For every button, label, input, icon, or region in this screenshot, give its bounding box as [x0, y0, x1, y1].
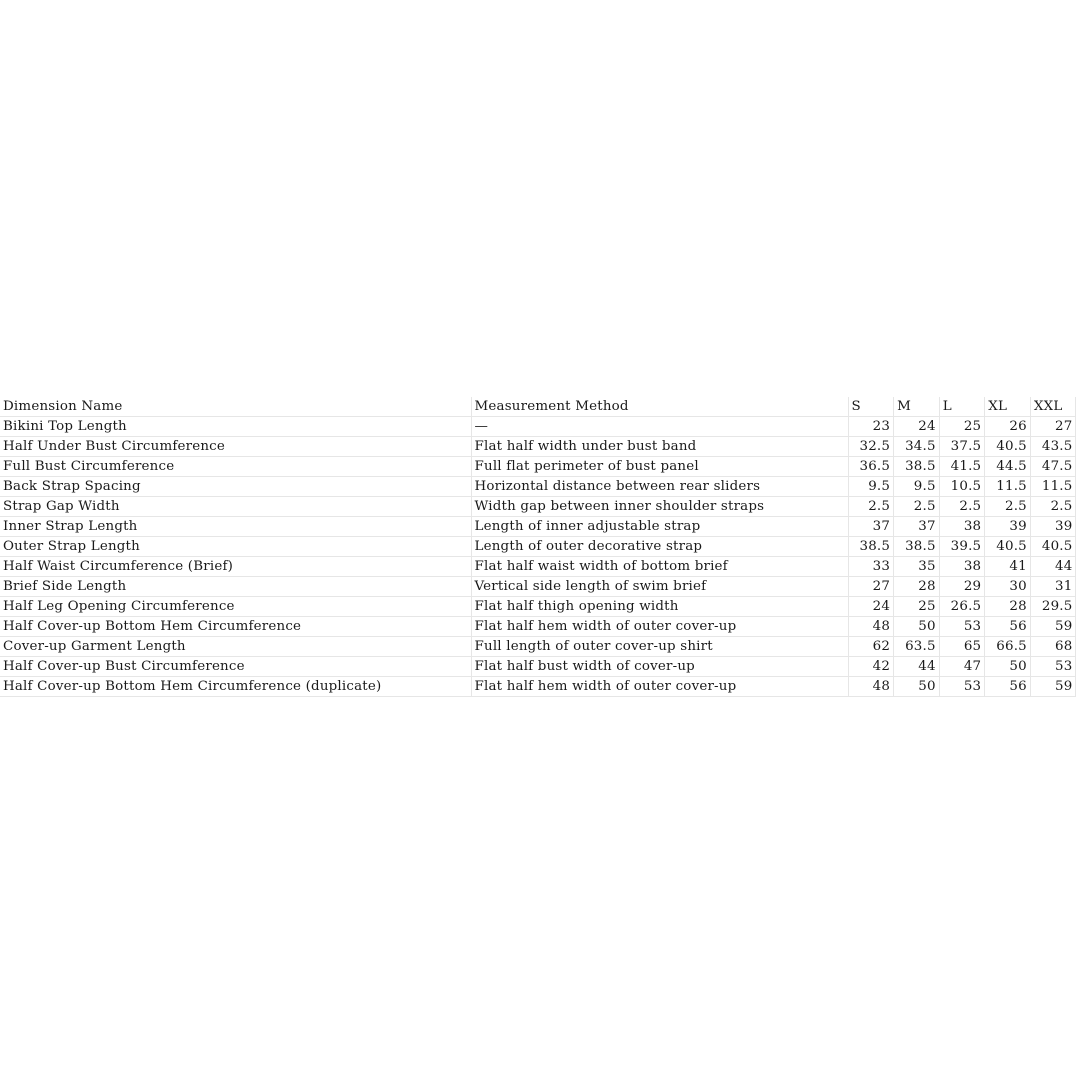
size-l-value-cell[interactable]: 53	[939, 617, 985, 637]
size-l-value-cell[interactable]: 47	[939, 657, 985, 677]
size-xxl-value-cell[interactable]: 29.5	[1030, 597, 1076, 617]
dimension-name-cell[interactable]: Half Leg Opening Circumference	[0, 597, 471, 617]
measurement-method-cell[interactable]: Horizontal distance between rear sliders	[471, 477, 848, 497]
size-m-value-cell[interactable]: 28	[894, 577, 940, 597]
size-s-value-cell[interactable]: 42	[848, 657, 894, 677]
size-m-value-cell[interactable]: 38.5	[894, 537, 940, 557]
size-s-value-cell[interactable]: 33	[848, 557, 894, 577]
size-l-value-cell[interactable]: 29	[939, 577, 985, 597]
table-row	[0, 637, 1076, 657]
size-xl-value-cell[interactable]: 66.5	[985, 637, 1031, 657]
size-xxl-value-cell[interactable]: 27	[1030, 417, 1076, 437]
size-m-value-cell[interactable]: 38.5	[894, 457, 940, 477]
table-row	[0, 677, 1076, 697]
size-s-value-cell[interactable]: 9.5	[848, 477, 894, 497]
size-xxl-value-cell[interactable]: 59	[1030, 677, 1076, 697]
table-row	[0, 517, 1076, 537]
size-l-value-cell[interactable]: 41.5	[939, 457, 985, 477]
size-xl-value-cell[interactable]: 28	[985, 597, 1031, 617]
size-xxl-value-cell[interactable]: 59	[1030, 617, 1076, 637]
size-xl-value-cell[interactable]: 40.5	[985, 537, 1031, 557]
size-xl-value-cell[interactable]: 11.5	[985, 477, 1031, 497]
measurement-method-cell[interactable]: —	[471, 417, 848, 437]
size-l-value-cell[interactable]: 38	[939, 517, 985, 537]
size-m-value-cell[interactable]: 37	[894, 517, 940, 537]
dimension-name-cell[interactable]: Cover-up Garment Length	[0, 637, 471, 657]
size-xxl-value-cell[interactable]: 11.5	[1030, 477, 1076, 497]
table-row	[0, 477, 1076, 497]
measurement-method-cell[interactable]: Width gap between inner shoulder straps	[471, 497, 848, 517]
size-s-value-cell[interactable]: 24	[848, 597, 894, 617]
size-l-value-cell[interactable]: 65	[939, 637, 985, 657]
measurement-method-cell[interactable]: Flat half hem width of outer cover-up	[471, 677, 848, 697]
size-xxl-value-cell[interactable]: 43.5	[1030, 437, 1076, 457]
size-s-value-cell[interactable]: 27	[848, 577, 894, 597]
size-s-value-cell[interactable]: 36.5	[848, 457, 894, 477]
size-xl-value-cell[interactable]: 56	[985, 617, 1031, 637]
size-xxl-value-cell[interactable]: 2.5	[1030, 497, 1076, 517]
header-size-xxl[interactable]: XXL	[1030, 397, 1076, 417]
size-m-value-cell[interactable]: 24	[894, 417, 940, 437]
size-m-value-cell[interactable]: 9.5	[894, 477, 940, 497]
size-m-value-cell[interactable]: 50	[894, 617, 940, 637]
size-xl-value-cell[interactable]: 56	[985, 677, 1031, 697]
size-m-value-cell[interactable]: 44	[894, 657, 940, 677]
dimension-name-cell[interactable]: Bikini Top Length	[0, 417, 471, 437]
size-s-value-cell[interactable]: 38.5	[848, 537, 894, 557]
dimension-name-cell[interactable]: Half Cover-up Bust Circumference	[0, 657, 471, 677]
size-m-value-cell[interactable]: 63.5	[894, 637, 940, 657]
size-xxl-value-cell[interactable]: 39	[1030, 517, 1076, 537]
size-xxl-value-cell[interactable]: 53	[1030, 657, 1076, 677]
size-l-value-cell[interactable]: 39.5	[939, 537, 985, 557]
dimension-name-cell[interactable]: Inner Strap Length	[0, 517, 471, 537]
dimension-name-cell[interactable]: Half Under Bust Circumference	[0, 437, 471, 457]
size-m-value-cell[interactable]: 2.5	[894, 497, 940, 517]
dimension-name-cell[interactable]: Outer Strap Length	[0, 537, 471, 557]
size-chart-table	[0, 397, 1076, 697]
size-l-value-cell[interactable]: 26.5	[939, 597, 985, 617]
size-s-value-cell[interactable]: 23	[848, 417, 894, 437]
measurement-method-cell[interactable]: Length of outer decorative strap	[471, 537, 848, 557]
dimension-name-cell[interactable]: Half Cover-up Bottom Hem Circumference (duplicate)	[0, 677, 471, 697]
measurement-method-cell[interactable]: Length of inner adjustable strap	[471, 517, 848, 537]
size-s-value-cell[interactable]: 2.5	[848, 497, 894, 517]
size-xl-value-cell[interactable]: 50	[985, 657, 1031, 677]
size-xxl-value-cell[interactable]: 68	[1030, 637, 1076, 657]
size-s-value-cell[interactable]: 37	[848, 517, 894, 537]
size-xl-value-cell[interactable]: 26	[985, 417, 1031, 437]
measurement-method-cell[interactable]: Vertical side length of swim brief	[471, 577, 848, 597]
measurement-method-cell[interactable]: Flat half width under bust band	[471, 437, 848, 457]
dimension-name-cell[interactable]: Strap Gap Width	[0, 497, 471, 517]
table-row	[0, 537, 1076, 557]
size-s-value-cell[interactable]: 48	[848, 677, 894, 697]
size-m-value-cell[interactable]: 35	[894, 557, 940, 577]
size-s-value-cell[interactable]: 48	[848, 617, 894, 637]
table-row	[0, 657, 1076, 677]
header-size-s[interactable]: S	[848, 397, 894, 417]
size-m-value-cell[interactable]: 25	[894, 597, 940, 617]
measurement-method-cell[interactable]: Full flat perimeter of bust panel	[471, 457, 848, 477]
size-l-value-cell[interactable]: 2.5	[939, 497, 985, 517]
dimension-name-cell[interactable]: Full Bust Circumference	[0, 457, 471, 477]
header-size-l[interactable]: L	[939, 397, 985, 417]
measurement-method-cell[interactable]: Flat half thigh opening width	[471, 597, 848, 617]
size-xl-value-cell[interactable]: 30	[985, 577, 1031, 597]
size-m-value-cell[interactable]: 50	[894, 677, 940, 697]
header-size-xl[interactable]: XL	[985, 397, 1031, 417]
dimension-name-cell[interactable]: Half Waist Circumference (Brief)	[0, 557, 471, 577]
size-xxl-value-cell[interactable]: 47.5	[1030, 457, 1076, 477]
size-xxl-value-cell[interactable]: 31	[1030, 577, 1076, 597]
size-m-value-cell[interactable]: 34.5	[894, 437, 940, 457]
size-l-value-cell[interactable]: 10.5	[939, 477, 985, 497]
table-row	[0, 577, 1076, 597]
table-body	[0, 417, 1076, 697]
dimension-name-cell[interactable]: Half Cover-up Bottom Hem Circumference	[0, 617, 471, 637]
size-s-value-cell[interactable]: 32.5	[848, 437, 894, 457]
size-l-value-cell[interactable]: 38	[939, 557, 985, 577]
table-row	[0, 497, 1076, 517]
size-xl-value-cell[interactable]: 2.5	[985, 497, 1031, 517]
table-row	[0, 617, 1076, 637]
measurement-method-cell[interactable]: Flat half bust width of cover-up	[471, 657, 848, 677]
dimension-name-cell[interactable]: Brief Side Length	[0, 577, 471, 597]
header-dimension-name[interactable]: Dimension Name	[0, 397, 471, 417]
header-row	[0, 397, 1076, 417]
size-chart-sheet	[0, 397, 1076, 697]
size-xl-value-cell[interactable]: 44.5	[985, 457, 1031, 477]
measurement-method-cell[interactable]: Full length of outer cover-up shirt	[471, 637, 848, 657]
table-row	[0, 457, 1076, 477]
measurement-method-cell[interactable]: Flat half waist width of bottom brief	[471, 557, 848, 577]
measurement-method-cell[interactable]: Flat half hem width of outer cover-up	[471, 617, 848, 637]
size-l-value-cell[interactable]: 53	[939, 677, 985, 697]
table-row	[0, 417, 1076, 437]
size-xl-value-cell[interactable]: 39	[985, 517, 1031, 537]
size-xxl-value-cell[interactable]: 44	[1030, 557, 1076, 577]
size-xxl-value-cell[interactable]: 40.5	[1030, 537, 1076, 557]
table-row	[0, 597, 1076, 617]
header-size-m[interactable]: M	[894, 397, 940, 417]
dimension-name-cell[interactable]: Back Strap Spacing	[0, 477, 471, 497]
table-row	[0, 557, 1076, 577]
header-measurement-method[interactable]: Measurement Method	[471, 397, 848, 417]
size-l-value-cell[interactable]: 37.5	[939, 437, 985, 457]
size-l-value-cell[interactable]: 25	[939, 417, 985, 437]
table-row	[0, 437, 1076, 457]
size-xl-value-cell[interactable]: 41	[985, 557, 1031, 577]
size-xl-value-cell[interactable]: 40.5	[985, 437, 1031, 457]
size-s-value-cell[interactable]: 62	[848, 637, 894, 657]
